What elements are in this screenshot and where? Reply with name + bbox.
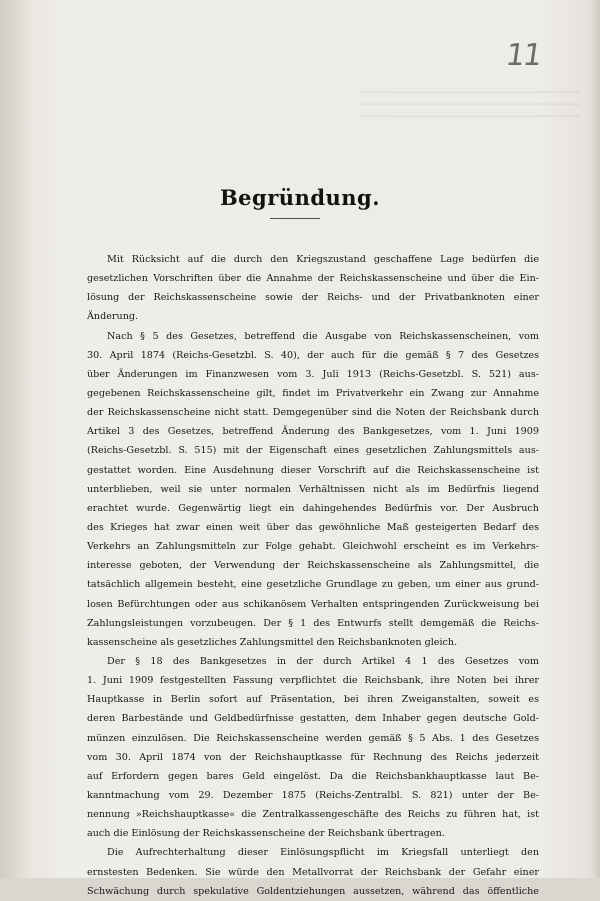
text-line: unterblieben, weil sie unter normalen Verhältnissen nicht als im Bedürfnis liegend <box>87 483 539 495</box>
text-line: kassenscheine als gesetzliches Zahlungsmittel den Reichsbanknoten gleich. <box>87 636 458 648</box>
text-line: (Reichs-Gesetzbl. S. 515) mit der Eigenschaft eines gesetzlichen Zahlungsmittels aus- <box>87 445 539 457</box>
text-line: auf Erfordern gegen bares Geld eingelöst. Da die Reichsbankhauptkasse laut Be- <box>87 770 539 782</box>
text-line: Hauptkasse in Berlin sofort auf Präsentation, bei ihren Zweiganstalten, soweit es <box>87 694 539 706</box>
text-line: auch die Einlösung der Reichskassenscheine der Reichsbank übertragen. <box>87 828 445 840</box>
text-line: Artikel 3 des Gesetzes, betreffend Änderung des Bankgesetzes, vom 1. Juni 1909 <box>87 426 539 438</box>
text-line: gesetzlichen Vorschriften über die Annahme der Reichskassenscheine und über die Ein- <box>87 273 539 285</box>
text-line: Änderung. <box>87 311 139 323</box>
text-line: Mit Rücksicht auf die durch den Kriegszustand geschaffene Lage bedürfen die <box>107 254 539 265</box>
text-line: Verkehrs an Zahlungsmitteln zur Folge gehabt. Gleichwohl erscheint es im Verkehrs- <box>87 541 539 553</box>
text-line: Der § 18 des Bankgesetzes in der durch Artikel 4 1 des Gesetzes vom <box>107 655 539 667</box>
title-underline <box>270 218 320 219</box>
text-line: der Reichskassenscheine nicht statt. Demgegenüber sind die Noten der Reichsbank durch <box>87 407 539 419</box>
text-line: des Krieges hat zwar einen weit über das gewöhnliche Maß gesteigerten Bedarf des <box>87 521 539 533</box>
text-line: Die Aufrechterhaltung dieser Einlösungspflicht im Kriegsfall unterliegt den <box>107 847 539 859</box>
text-line: gestattet worden. Eine Ausdehnung dieser Vorschrift auf die Reichskassenscheine ist <box>87 464 539 476</box>
text-line: gegebenen Reichskassenscheine gilt, findet im Privatverkehr ein Zwang zur Annahme <box>87 387 539 399</box>
text-line: deren Barbestände und Geldbedürfnisse gestatten, dem Inhaber gegen deutsche Gold- <box>87 713 539 725</box>
text-line: tatsächlich allgemein besteht, eine gesetzliche Grundlage zu geben, um einer aus grund- <box>87 579 539 591</box>
text-line: nennung »Reichshauptkasse« die Zentralkassengeschäfte des Reichs zu führen hat, ist <box>87 809 539 821</box>
text-line: Schwächung durch spekulative Goldentziehungen aussetzen, während das öffentliche <box>87 885 539 897</box>
page-number: 11 <box>503 38 543 73</box>
body-text <box>87 250 539 901</box>
text-line: ernstesten Bedenken. Sie würde den Metallvorrat der Reichsbank der Gefahr einer <box>87 866 539 878</box>
text-line: über Änderungen im Finanzwesen vom 3. Juli 1913 (Reichs-Gesetzbl. S. 521) aus- <box>87 368 539 380</box>
text-line: kanntmachung vom 29. Dezember 1875 (Reichs-Zentralbl. S. 821) unter der Be- <box>87 789 539 801</box>
text-line: interesse geboten, der Verwendung der Reichskassenscheine als Zahlungsmittel, die <box>87 560 539 572</box>
text-line: Zahlungsleistungen vorzubeugen. Der § 1 des Entwurfs stellt demgemäß die Reichs- <box>87 617 539 629</box>
text-line: vom 30. April 1874 von der Reichshauptkasse für Rechnung des Reichs jederzeit <box>87 751 539 763</box>
text-line: lösung der Reichskassenscheine sowie der Reichs- und der Privatbanknoten einer <box>87 292 539 304</box>
text-line: 30. April 1874 (Reichs-Gesetzbl. S. 40), der auch für die gemäß § 7 des Gesetzes <box>87 349 539 361</box>
text-line: losen Befürchtungen oder aus schikanösem Verhalten entspringenden Zurückweisung bei <box>87 598 539 610</box>
show-through-text <box>360 82 580 122</box>
text-line: münzen einzulösen. Die Reichskassenscheine werden gemäß § 5 Abs. 1 des Gesetzes <box>87 732 539 744</box>
text-line: erachtet wurde. Gegenwärtig liegt ein dahingehendes Bedürfnis vor. Der Ausbruch <box>87 502 539 514</box>
document-title: Begründung. <box>219 185 381 210</box>
text-line: 1. Juni 1909 festgestellten Fassung verpflichtet die Reichsbank, ihre Noten bei ihrer <box>87 675 539 687</box>
text-line: Nach § 5 des Gesetzes, betreffend die Ausgabe von Reichskassenscheinen, vom <box>107 330 539 342</box>
